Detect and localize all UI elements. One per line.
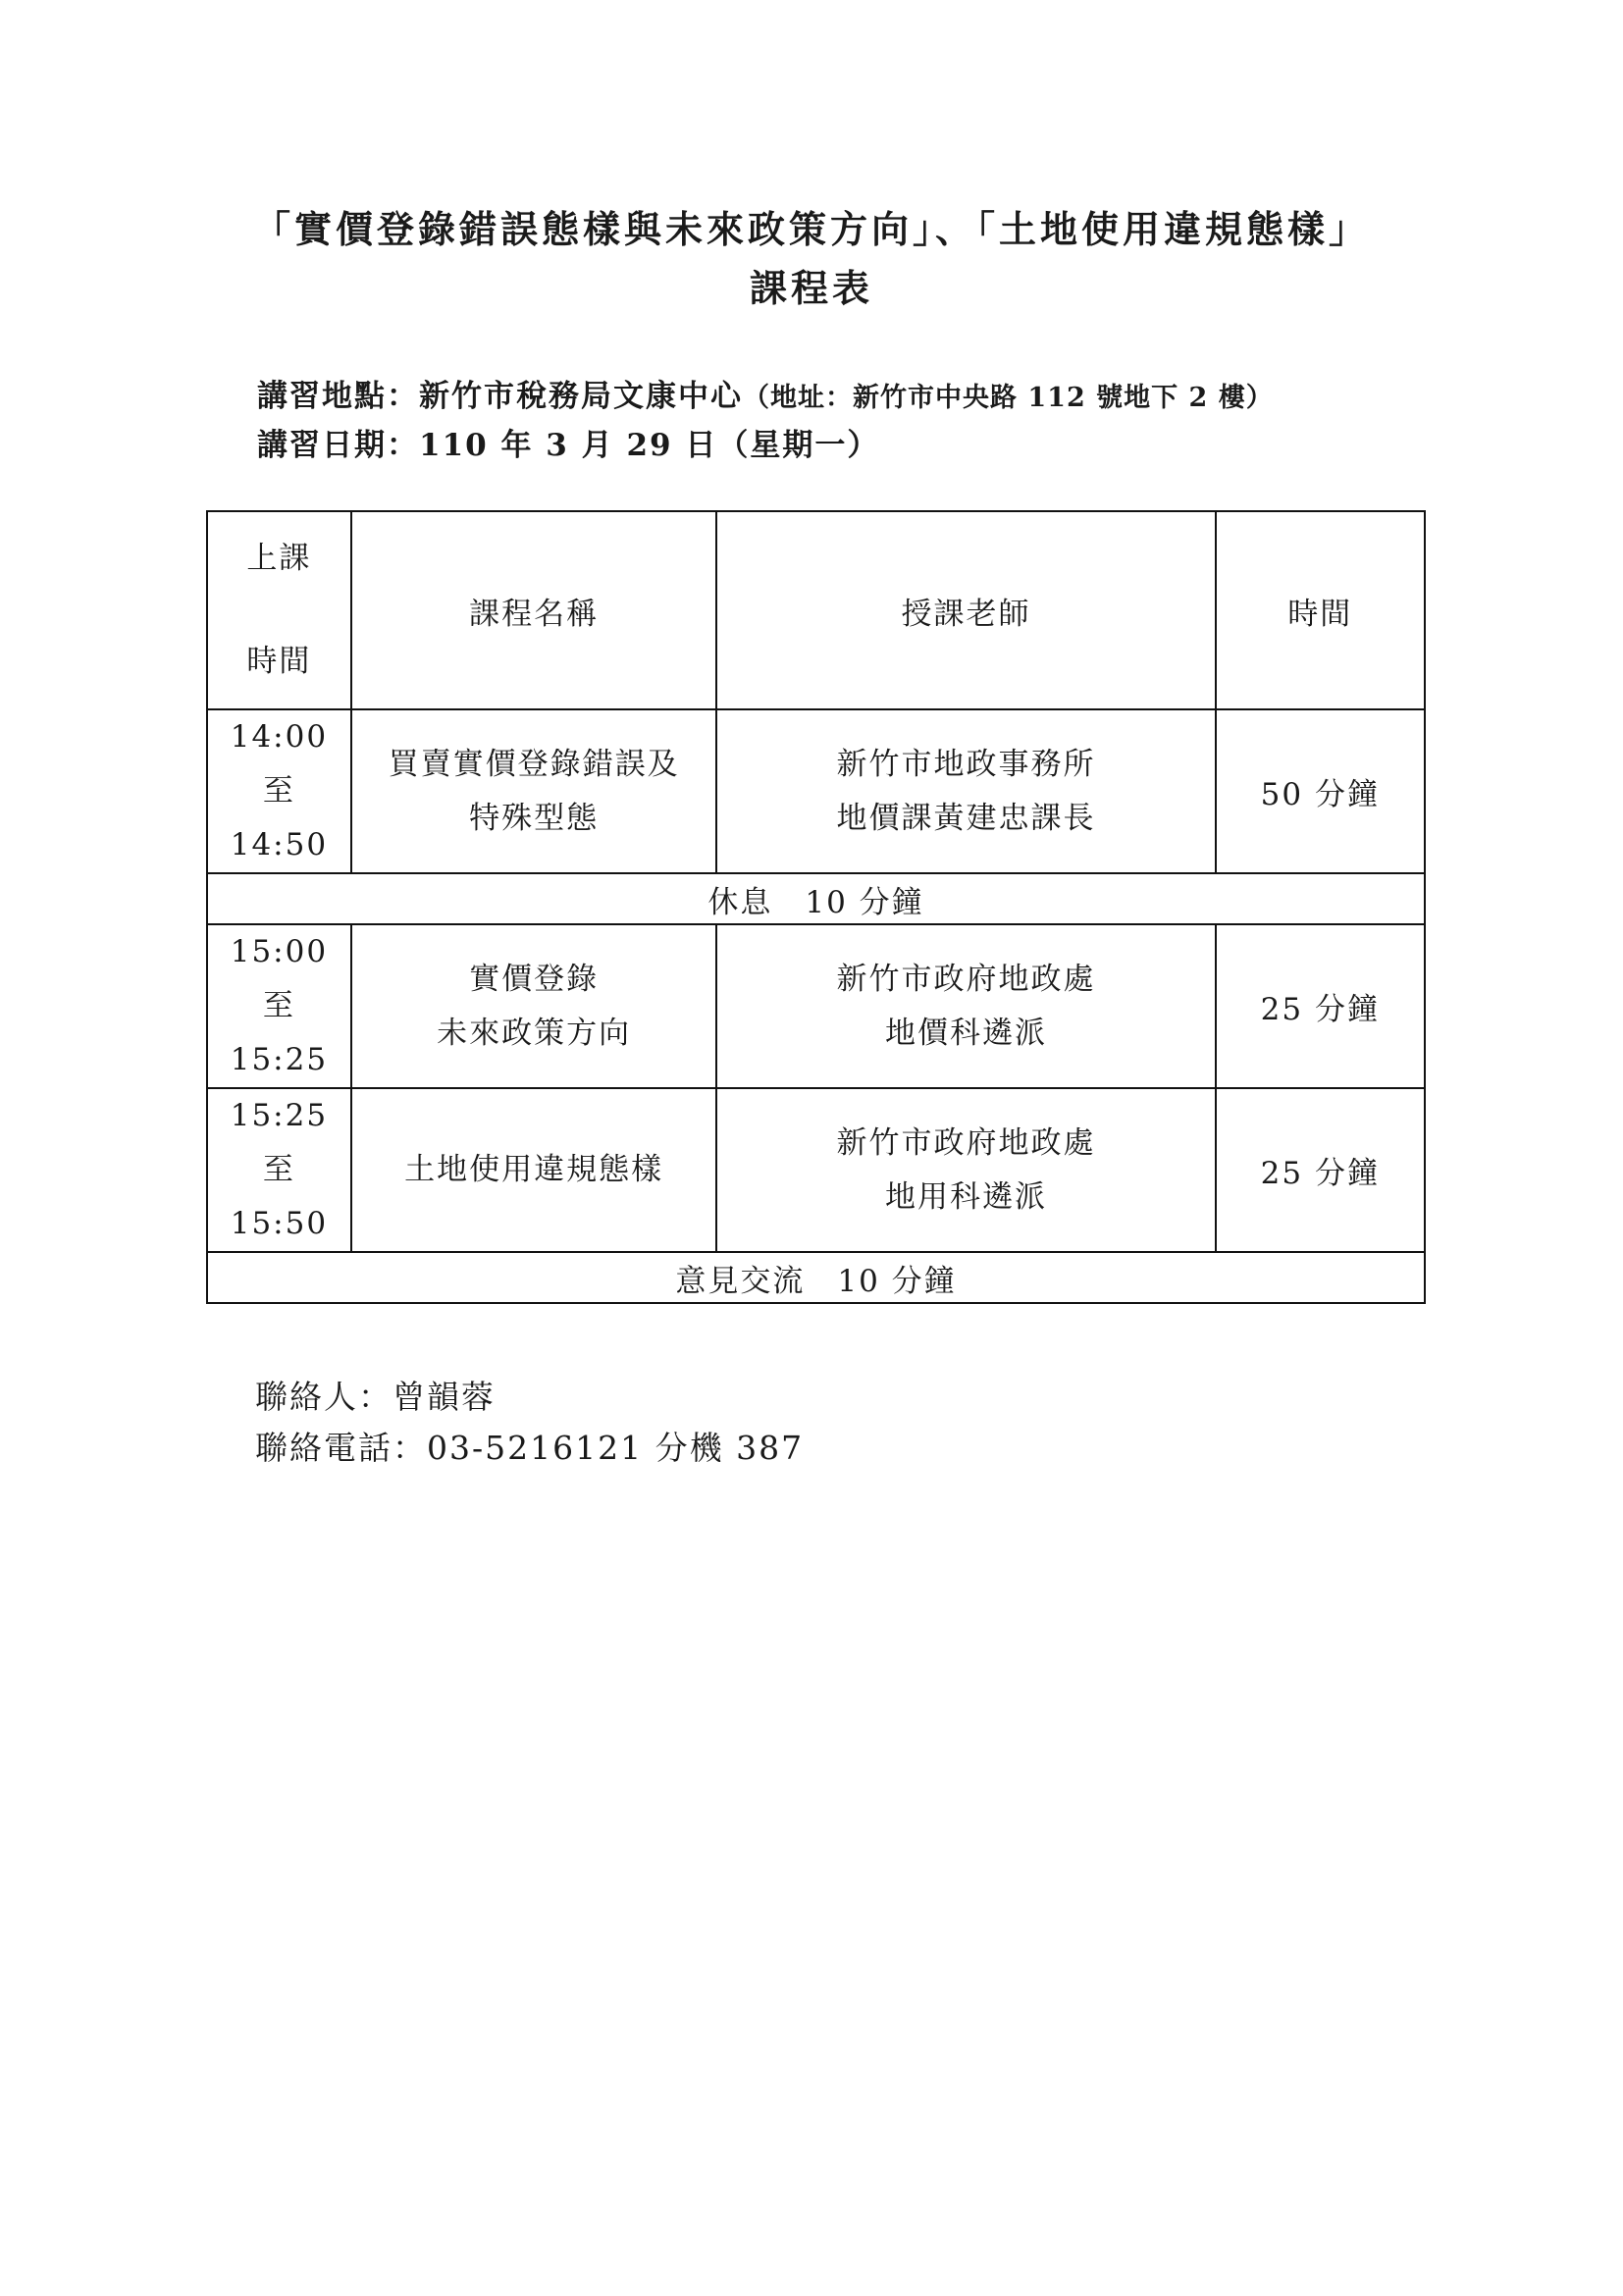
course-line: 特殊型態 (469, 800, 600, 836)
table-row (207, 709, 1425, 873)
course-line: 未來政策方向 (437, 1015, 632, 1051)
header-time-bottom: 時間 (246, 644, 312, 679)
teacher-line: 地價課黃建忠課長 (836, 800, 1096, 836)
table-row (207, 1088, 1425, 1252)
teacher-line: 新竹市政府地政處 (836, 961, 1096, 997)
venue-line (257, 371, 1274, 415)
break-row (207, 873, 1425, 924)
session-to: 至 (262, 773, 295, 809)
session-end: 14:50 (230, 827, 329, 862)
venue-address: （地址：新竹市中央路 112 號地下 2 樓） (743, 383, 1274, 413)
header-duration: 時間 (1216, 511, 1425, 709)
teacher-line: 新竹市地政事務所 (836, 746, 1096, 782)
session-course (351, 924, 717, 1088)
session-teacher (716, 1088, 1215, 1252)
session-time (207, 1088, 351, 1252)
date-label: 講習日期： (257, 428, 419, 463)
session-teacher (716, 709, 1215, 873)
teacher-line: 新竹市政府地政處 (836, 1124, 1096, 1161)
course-line: 實價登錄 (469, 961, 600, 997)
contact-phone: 03-5216121 分機 387 (427, 1429, 805, 1467)
contact-person-line (255, 1372, 496, 1418)
session-start: 15:00 (230, 934, 329, 969)
teacher-line: 地價科遴派 (885, 1015, 1048, 1051)
session-start: 14:00 (230, 719, 329, 755)
session-course (351, 1088, 717, 1252)
session-start: 15:25 (230, 1098, 329, 1133)
contact-phone-label: 聯絡電話： (255, 1429, 427, 1467)
contact-person-label: 聯絡人： (255, 1378, 393, 1416)
session-teacher (716, 924, 1215, 1088)
break-text: 休息 10 分鐘 (207, 873, 1425, 924)
session-duration: 50 分鐘 (1216, 709, 1425, 873)
session-to: 至 (262, 988, 295, 1023)
contact-person: 曾韻蓉 (393, 1378, 496, 1416)
session-duration: 25 分鐘 (1216, 1088, 1425, 1252)
session-time (207, 924, 351, 1088)
table-row (207, 924, 1425, 1088)
session-course (351, 709, 717, 873)
date-value: 110 年 3 月 29 日（星期一） (419, 428, 880, 463)
header-class-time (207, 511, 351, 709)
discussion-text: 意見交流 10 分鐘 (207, 1252, 1425, 1303)
header-course: 課程名稱 (351, 511, 717, 709)
session-time (207, 709, 351, 873)
session-end: 15:25 (230, 1042, 329, 1077)
venue-place: 新竹市稅務局文康中心 (419, 379, 743, 414)
course-line: 買賣實價登錄錯誤及 (388, 746, 680, 782)
discussion-row (207, 1252, 1425, 1303)
header-teacher: 授課老師 (716, 511, 1215, 709)
document-subtitle: 課程表 (749, 266, 873, 310)
course-line: 土地使用違規態樣 (404, 1152, 664, 1187)
schedule-table (206, 510, 1426, 1304)
document-title: 「實價登錄錯誤態樣與未來政策方向」、「土地使用違規態樣」 (252, 207, 1370, 251)
session-to: 至 (262, 1152, 295, 1187)
contact-phone-line (255, 1423, 804, 1469)
session-end: 15:50 (230, 1206, 329, 1241)
session-duration: 25 分鐘 (1216, 924, 1425, 1088)
venue-label: 講習地點： (257, 379, 419, 414)
date-line (257, 420, 879, 464)
teacher-line: 地用科遴派 (885, 1178, 1048, 1215)
table-header-row (207, 511, 1425, 709)
header-time-top: 上課 (246, 541, 312, 576)
